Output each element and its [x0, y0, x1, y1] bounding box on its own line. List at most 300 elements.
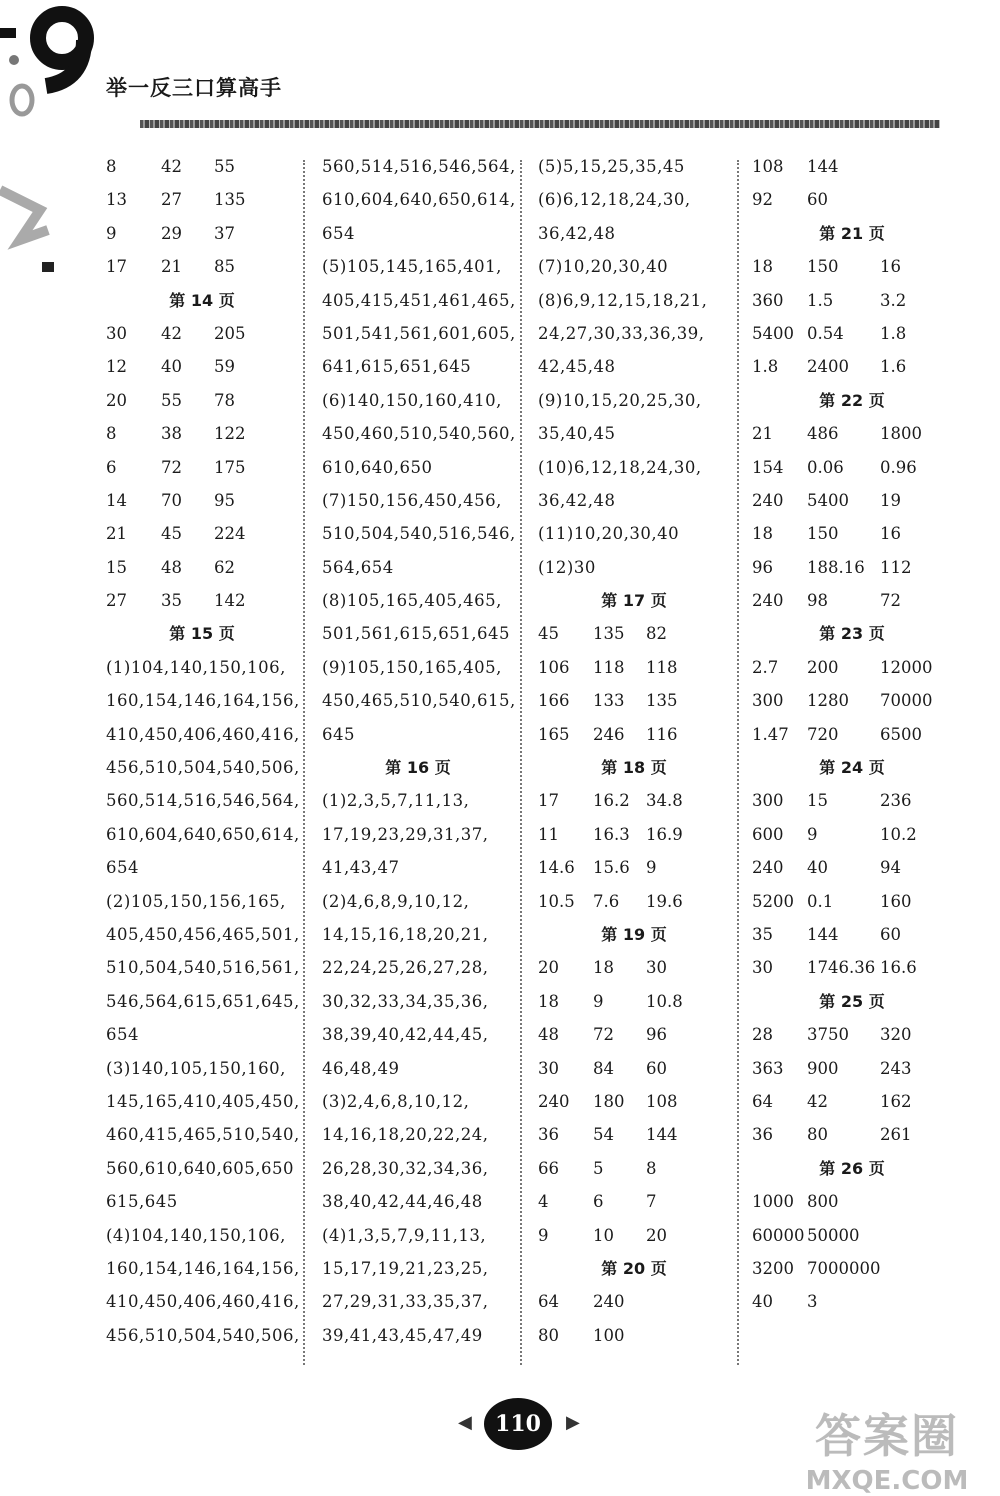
answer-value: 6500 — [880, 724, 922, 744]
answer-value: 35 — [161, 591, 182, 611]
answer-line: 46,48,49 — [322, 1058, 400, 1078]
dash-mark — [0, 28, 16, 38]
answer-value: 30 — [106, 323, 127, 343]
answer-value: 7 — [646, 1192, 657, 1212]
answer-row — [752, 584, 952, 617]
answer-value: 3750 — [807, 1025, 849, 1045]
answer-row — [752, 284, 952, 317]
answer-value: 8 — [106, 157, 117, 176]
answer-value: 95 — [214, 490, 235, 510]
answer-column-1 — [106, 150, 298, 1352]
answer-row — [538, 1219, 730, 1252]
header-rule — [140, 120, 940, 128]
page-number: 110 — [484, 1398, 552, 1450]
answer-row — [538, 851, 730, 884]
column-divider — [737, 160, 739, 1365]
answer-value: 60 — [646, 1058, 667, 1078]
answer-line: (8)105,165,405,465, — [322, 591, 502, 611]
answer-line: 610,640,650 — [322, 457, 433, 477]
answer-value: 17 — [106, 257, 127, 277]
answer-value: 300 — [752, 791, 784, 811]
answer-row — [752, 484, 952, 517]
answer-value: 135 — [593, 624, 625, 644]
answer-line: (4)1,3,5,7,9,11,13, — [322, 1225, 487, 1245]
answer-value: 70000 — [880, 691, 933, 711]
answer-value: 1.8 — [752, 357, 779, 377]
answer-row — [752, 350, 952, 383]
answer-row — [752, 718, 952, 751]
answer-value: 45 — [538, 624, 559, 644]
answer-row — [752, 183, 952, 216]
answer-value: 240 — [752, 490, 784, 510]
answer-value: 261 — [880, 1125, 912, 1145]
answer-line: 501,561,615,651,645 — [322, 624, 510, 644]
answer-line: 654 — [106, 858, 139, 878]
page-heading: 第 25 页 — [819, 991, 885, 1011]
page-heading: 第 17 页 — [601, 591, 667, 611]
answer-value: 18 — [593, 958, 614, 978]
answer-line: 24,27,30,33,36,39, — [538, 323, 705, 343]
answer-line: (10)6,12,18,24,30, — [538, 457, 702, 477]
page-heading: 第 19 页 — [601, 924, 667, 944]
answer-value: 16 — [880, 257, 901, 277]
answer-row — [106, 250, 298, 283]
answer-value: 18 — [752, 524, 773, 544]
answer-value: 135 — [646, 691, 678, 711]
answer-value: 1000 — [752, 1192, 794, 1212]
answer-line: 41,43,47 — [322, 858, 400, 878]
answer-line: 654 — [322, 223, 355, 243]
answer-value: 175 — [214, 457, 246, 477]
page-heading: 第 16 页 — [385, 758, 451, 778]
answer-value: 21 — [106, 524, 127, 544]
answer-value: 9 — [538, 1225, 549, 1245]
answer-value: 1800 — [880, 424, 922, 444]
answer-value: 42 — [807, 1091, 828, 1111]
answer-line: (5)5,15,25,35,45 — [538, 157, 685, 176]
answer-line: 160,154,146,164,156, — [106, 691, 300, 711]
answer-row — [538, 1185, 730, 1218]
answer-row — [538, 818, 730, 851]
footer-left-ornament: ◀ — [458, 1412, 472, 1433]
answer-value: 4 — [538, 1192, 549, 1212]
answer-value: 150 — [807, 257, 839, 277]
answer-value: 12 — [106, 357, 127, 377]
answer-column-2 — [322, 150, 514, 1352]
answer-value: 29 — [161, 223, 182, 243]
answer-value: 144 — [807, 924, 839, 944]
answer-value: 1280 — [807, 691, 849, 711]
answer-value: 116 — [646, 724, 678, 744]
answer-row — [752, 551, 952, 584]
answer-row — [106, 150, 298, 183]
answer-line: 510,504,540,516,546, — [322, 524, 516, 544]
answer-value: 64 — [538, 1292, 559, 1312]
answer-line: 27,29,31,33,35,37, — [322, 1292, 489, 1312]
answer-value: 2.7 — [752, 657, 779, 677]
answer-row — [106, 584, 298, 617]
answer-row — [538, 718, 730, 751]
answer-value: 55 — [214, 157, 235, 176]
answer-row — [752, 1252, 952, 1285]
answer-row — [538, 1152, 730, 1185]
answer-column-4 — [752, 150, 952, 1319]
answer-value: 160 — [880, 891, 912, 911]
answer-value: 1.47 — [752, 724, 789, 744]
answer-value: 0.54 — [807, 323, 844, 343]
answer-value: 1.6 — [880, 357, 907, 377]
answer-row — [752, 651, 952, 684]
answer-row — [106, 551, 298, 584]
answer-line: (3)2,4,6,8,10,12, — [322, 1091, 470, 1111]
answer-row — [752, 250, 952, 283]
answer-value: 100 — [593, 1325, 625, 1345]
answer-value: 363 — [752, 1058, 784, 1078]
answer-value: 36 — [752, 1125, 773, 1145]
book-title: 举一反三口算高手 — [106, 76, 282, 100]
answer-value: 72 — [880, 591, 901, 611]
answer-row — [538, 985, 730, 1018]
answer-line: 456,510,504,540,506, — [106, 758, 300, 778]
answer-value: 42 — [161, 323, 182, 343]
answer-row — [538, 951, 730, 984]
answer-row — [538, 1285, 730, 1318]
answer-value: 6 — [106, 457, 117, 477]
answer-value: 50000 — [807, 1225, 860, 1245]
answer-value: 108 — [752, 157, 784, 176]
answer-value: 240 — [752, 858, 784, 878]
answer-line: (7)10,20,30,40 — [538, 257, 669, 277]
answer-value: 96 — [646, 1025, 667, 1045]
answer-value: 18 — [752, 257, 773, 277]
page-heading: 第 22 页 — [819, 390, 885, 410]
answer-line: 560,514,516,546,564, — [322, 157, 516, 176]
answer-value: 28 — [752, 1025, 773, 1045]
answer-value: 17 — [538, 791, 559, 811]
answer-value: 80 — [538, 1325, 559, 1345]
answer-line: 160,154,146,164,156, — [106, 1258, 300, 1278]
answer-value: 62 — [214, 557, 235, 577]
answer-value: 78 — [214, 390, 235, 410]
answer-line: 460,415,465,510,540, — [106, 1125, 300, 1145]
answer-line: 35,40,45 — [538, 424, 616, 444]
answer-row — [538, 1118, 730, 1151]
answer-row — [538, 784, 730, 817]
answer-row — [752, 150, 952, 183]
answer-value: 1746.36 — [807, 958, 876, 978]
answer-value: 6 — [593, 1192, 604, 1212]
answer-line: (1)104,140,150,106, — [106, 657, 286, 677]
answer-value: 7000000 — [807, 1258, 881, 1278]
answer-line: 610,604,640,650,614, — [106, 824, 300, 844]
book-logo-graphic — [0, 0, 110, 280]
answer-value: 122 — [214, 424, 246, 444]
answer-value: 118 — [646, 657, 678, 677]
answer-row — [538, 1018, 730, 1051]
answer-row — [752, 784, 952, 817]
answer-value: 0.96 — [880, 457, 917, 477]
answer-value: 48 — [161, 557, 182, 577]
answer-value: 48 — [538, 1025, 559, 1045]
answer-line: 564,654 — [322, 557, 394, 577]
answer-line: 405,450,456,465,501, — [106, 924, 300, 944]
answer-value: 16.6 — [880, 958, 917, 978]
answer-value: 180 — [593, 1091, 625, 1111]
page-heading: 第 23 页 — [819, 624, 885, 644]
answer-value: 18 — [538, 991, 559, 1011]
answer-line: 15,17,19,21,23,25, — [322, 1258, 489, 1278]
answer-value: 30 — [752, 958, 773, 978]
answer-value: 11 — [538, 824, 559, 844]
answer-value: 246 — [593, 724, 625, 744]
answer-row — [106, 484, 298, 517]
answer-value: 21 — [161, 257, 182, 277]
answer-row — [538, 885, 730, 918]
answer-line: (9)105,150,165,405, — [322, 657, 502, 677]
answer-line: (2)105,150,156,165, — [106, 891, 286, 911]
answer-line: 14,16,18,20,22,24, — [322, 1125, 489, 1145]
answer-value: 360 — [752, 290, 784, 310]
answer-value: 224 — [214, 524, 246, 544]
answer-value: 243 — [880, 1058, 912, 1078]
answer-value: 40 — [161, 357, 182, 377]
answer-line: 36,42,48 — [538, 223, 616, 243]
answer-value: 142 — [214, 591, 246, 611]
answer-value: 30 — [538, 1058, 559, 1078]
answer-value: 106 — [538, 657, 570, 677]
answer-line: (3)140,105,150,160, — [106, 1058, 286, 1078]
answer-value: 10.2 — [880, 824, 917, 844]
answer-row — [538, 1052, 730, 1085]
answer-value: 8 — [646, 1158, 657, 1178]
answer-row — [538, 651, 730, 684]
answer-value: 20 — [106, 390, 127, 410]
answer-value: 486 — [807, 424, 839, 444]
answer-value: 200 — [807, 657, 839, 677]
answer-line: 36,42,48 — [538, 490, 616, 510]
answer-value: 15.6 — [593, 858, 630, 878]
page-heading: 第 20 页 — [601, 1258, 667, 1278]
page-heading: 第 26 页 — [819, 1158, 885, 1178]
answer-value: 13 — [106, 190, 127, 210]
page-heading: 第 15 页 — [169, 624, 235, 644]
answer-row — [752, 451, 952, 484]
answer-value: 42 — [161, 157, 182, 176]
answer-value: 240 — [593, 1292, 625, 1312]
answer-row — [752, 885, 952, 918]
answer-row — [106, 217, 298, 250]
answer-value: 9 — [807, 824, 818, 844]
answer-value: 72 — [593, 1025, 614, 1045]
answer-row — [106, 384, 298, 417]
answer-value: 135 — [214, 190, 246, 210]
page-heading: 第 24 页 — [819, 758, 885, 778]
answer-value: 85 — [214, 257, 235, 277]
answer-line: 410,450,406,460,416, — [106, 1292, 300, 1312]
answer-value: 10 — [593, 1225, 614, 1245]
answer-value: 35 — [752, 924, 773, 944]
answer-row — [106, 350, 298, 383]
answer-row — [752, 1085, 952, 1118]
answer-value: 30 — [646, 958, 667, 978]
answer-row — [752, 818, 952, 851]
answer-value: 55 — [161, 390, 182, 410]
answer-value: 9 — [106, 223, 117, 243]
answer-value: 1.5 — [807, 290, 834, 310]
answer-value: 800 — [807, 1192, 839, 1212]
answer-row — [752, 1052, 952, 1085]
answer-value: 34.8 — [646, 791, 683, 811]
answer-value: 54 — [593, 1125, 614, 1145]
answer-row — [752, 851, 952, 884]
answer-value: 205 — [214, 323, 246, 343]
answer-line: 26,28,30,32,34,36, — [322, 1158, 489, 1178]
answer-line: (2)4,6,8,9,10,12, — [322, 891, 470, 911]
answer-row — [538, 1085, 730, 1118]
answer-value: 60000 — [752, 1225, 805, 1245]
column-divider — [303, 160, 305, 1365]
answer-value: 15 — [106, 557, 127, 577]
answer-value: 94 — [880, 858, 901, 878]
answer-row — [752, 517, 952, 550]
answer-line: 456,510,504,540,506, — [106, 1325, 300, 1345]
answer-line: 38,39,40,42,44,45, — [322, 1025, 489, 1045]
answer-row — [752, 317, 952, 350]
answer-value: 3 — [807, 1292, 818, 1312]
answer-row — [752, 1118, 952, 1151]
watermark-url: MXQE.COM — [805, 1466, 969, 1496]
answer-line: (6)6,12,18,24,30, — [538, 190, 691, 210]
answer-value: 320 — [880, 1025, 912, 1045]
answer-row — [106, 417, 298, 450]
answer-line: (1)2,3,5,7,11,13, — [322, 791, 470, 811]
answer-value: 66 — [538, 1158, 559, 1178]
answer-line: 546,564,615,651,645, — [106, 991, 300, 1011]
answer-value: 14.6 — [538, 858, 575, 878]
answer-value: 82 — [646, 624, 667, 644]
answer-value: 19 — [880, 490, 901, 510]
zero-mark — [12, 86, 32, 114]
answer-line: (4)104,140,150,106, — [106, 1225, 286, 1245]
page-heading: 第 18 页 — [601, 758, 667, 778]
answer-line: 560,514,516,546,564, — [106, 791, 300, 811]
answer-value: 166 — [538, 691, 570, 711]
answer-value: 70 — [161, 490, 182, 510]
answer-line: 450,465,510,540,615, — [322, 691, 516, 711]
answer-value: 5400 — [752, 323, 794, 343]
answer-value: 188.16 — [807, 557, 865, 577]
answer-value: 1.8 — [880, 323, 907, 343]
answer-value: 240 — [752, 591, 784, 611]
answer-value: 15 — [807, 791, 828, 811]
answer-value: 19.6 — [646, 891, 683, 911]
answer-value: 20 — [538, 958, 559, 978]
answer-line: (8)6,9,12,15,18,21, — [538, 290, 708, 310]
answer-line: 22,24,25,26,27,28, — [322, 958, 489, 978]
answer-value: 162 — [880, 1091, 912, 1111]
answer-value: 3.2 — [880, 290, 907, 310]
answer-row — [752, 918, 952, 951]
answer-value: 9 — [593, 991, 604, 1011]
answer-value: 40 — [807, 858, 828, 878]
page-heading: 第 14 页 — [169, 290, 235, 310]
answer-value: 144 — [807, 157, 839, 176]
answer-value: 16.3 — [593, 824, 630, 844]
answer-value: 92 — [752, 190, 773, 210]
answer-value: 150 — [807, 524, 839, 544]
answer-line: 615,645 — [106, 1192, 178, 1212]
answer-row — [538, 1319, 730, 1352]
answer-value: 16 — [880, 524, 901, 544]
answer-row — [752, 417, 952, 450]
answer-line: 38,40,42,44,46,48 — [322, 1192, 483, 1212]
answer-value: 12000 — [880, 657, 933, 677]
square-mark — [42, 262, 54, 272]
answer-line: 42,45,48 — [538, 357, 616, 377]
answer-row — [538, 684, 730, 717]
answer-value: 0.1 — [807, 891, 834, 911]
answer-value: 0.06 — [807, 457, 844, 477]
answer-row — [106, 183, 298, 216]
answer-value: 60 — [807, 190, 828, 210]
answer-line: (9)10,15,20,25,30, — [538, 390, 702, 410]
footer-right-ornament: ▶ — [566, 1412, 580, 1433]
answer-value: 38 — [161, 424, 182, 444]
answer-value: 16.2 — [593, 791, 630, 811]
watermark-logo-text: 答案圈 — [815, 1409, 959, 1463]
answer-value: 600 — [752, 824, 784, 844]
answer-value: 37 — [214, 223, 235, 243]
answer-value: 720 — [807, 724, 839, 744]
answer-value: 45 — [161, 524, 182, 544]
answer-line: 645 — [322, 724, 355, 744]
answer-value: 154 — [752, 457, 784, 477]
answer-value: 300 — [752, 691, 784, 711]
answer-line: 405,415,451,461,465, — [322, 290, 516, 310]
answer-row — [106, 317, 298, 350]
answer-row — [752, 1018, 952, 1051]
answer-value: 144 — [646, 1125, 678, 1145]
answer-value: 96 — [752, 557, 773, 577]
answer-line: 14,15,16,18,20,21, — [322, 924, 489, 944]
answer-line: 17,19,23,29,31,37, — [322, 824, 489, 844]
answer-value: 40 — [752, 1292, 773, 1312]
nine-glyph — [38, 14, 86, 86]
answer-value: 59 — [214, 357, 235, 377]
answer-line: (7)150,156,450,456, — [322, 490, 502, 510]
answer-line: (5)105,145,165,401, — [322, 257, 502, 277]
answer-value: 20 — [646, 1225, 667, 1245]
answer-value: 72 — [161, 457, 182, 477]
answer-value: 98 — [807, 591, 828, 611]
answer-line: (12)30 — [538, 557, 596, 577]
answer-value: 236 — [880, 791, 912, 811]
answer-value: 21 — [752, 424, 773, 444]
answer-column-3 — [538, 150, 730, 1352]
answer-line: 610,604,640,650,614, — [322, 190, 516, 210]
answer-line: 39,41,43,45,47,49 — [322, 1325, 483, 1345]
answer-row — [752, 1219, 952, 1252]
answer-value: 36 — [538, 1125, 559, 1145]
answer-value: 165 — [538, 724, 570, 744]
arrow-mark — [0, 190, 48, 240]
answer-row — [106, 451, 298, 484]
answer-line: 30,32,33,34,35,36, — [322, 991, 489, 1011]
answer-line: (11)10,20,30,40 — [538, 524, 680, 544]
answer-value: 2400 — [807, 357, 849, 377]
answer-line: (6)140,150,160,410, — [322, 390, 502, 410]
answer-value: 112 — [880, 557, 912, 577]
